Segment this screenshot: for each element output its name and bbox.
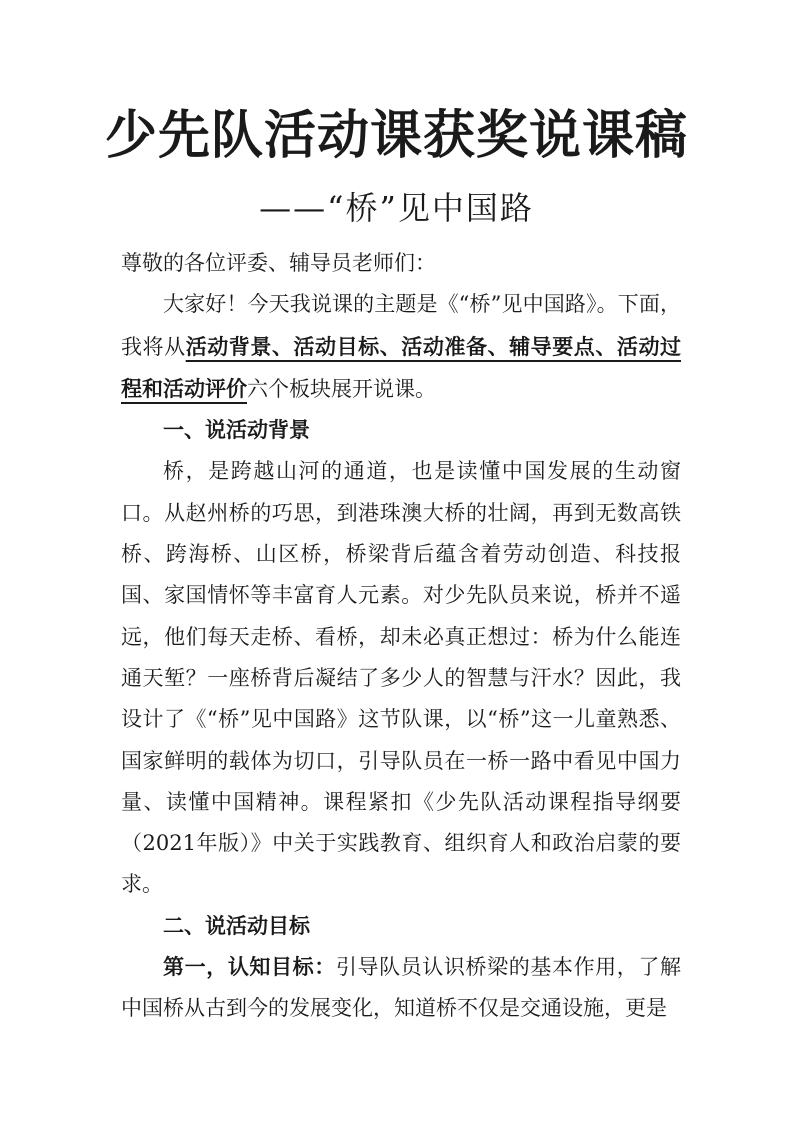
document-subtitle: ——“桥”见中国路	[259, 189, 534, 227]
section-heading-goals: 二、说活动目标	[163, 913, 310, 938]
section-heading-background: 一、说活动背景	[163, 418, 310, 443]
intro-paragraph	[121, 284, 681, 410]
goal-cognitive-text: 引导队员认识桥梁的基本作用，了解中国桥从古到今的发展变化，知道桥不仅是交通设施，更是	[121, 955, 682, 1021]
goal-cognitive-label: 第一，认知目标：	[163, 955, 336, 980]
document-title: 少先队活动课获奖说课稿	[104, 106, 688, 166]
document-body	[121, 243, 681, 1030]
intro-text-end: 六个板块展开说课。	[247, 376, 436, 401]
salutation: 尊敬的各位评委、辅导员老师们：	[121, 251, 436, 275]
intro-outline-underlined: 活动背景、活动目标、活动准备、辅导要点、活动过程和活动评价	[121, 333, 682, 401]
goal-cognitive-paragraph	[121, 947, 681, 1030]
intro-text: 大家好！今天我说课的主题是《“桥”见中国路》。下面，我将从	[121, 292, 681, 359]
background-paragraph: 桥，是跨越山河的通道，也是读懂中国发展的生动窗口。从赵州桥的巧思，到港珠澳大桥的壮阔，再到无数高铁桥、跨海桥、山区桥，桥梁背后蕴含着劳动创造、科技报国、家国情怀等丰富育人元素。对少先队员来说，桥并不遥远，他们每天走桥、看桥，却未必真正想过：桥为什么能连通天堑？一座桥背后凝结了多少人的智慧与汗水？因此，我设计了《“桥”见中国路》这节队课，以“桥”这一儿童熟悉、国家鲜明的载体为切口，引导队员在一桥一路中看见中国力量、读懂中国精神。课程紧扣《少先队活动课程指导纲要（2021年版）》中关于实践教育、组织育人和政治启蒙的要求。	[121, 459, 681, 897]
